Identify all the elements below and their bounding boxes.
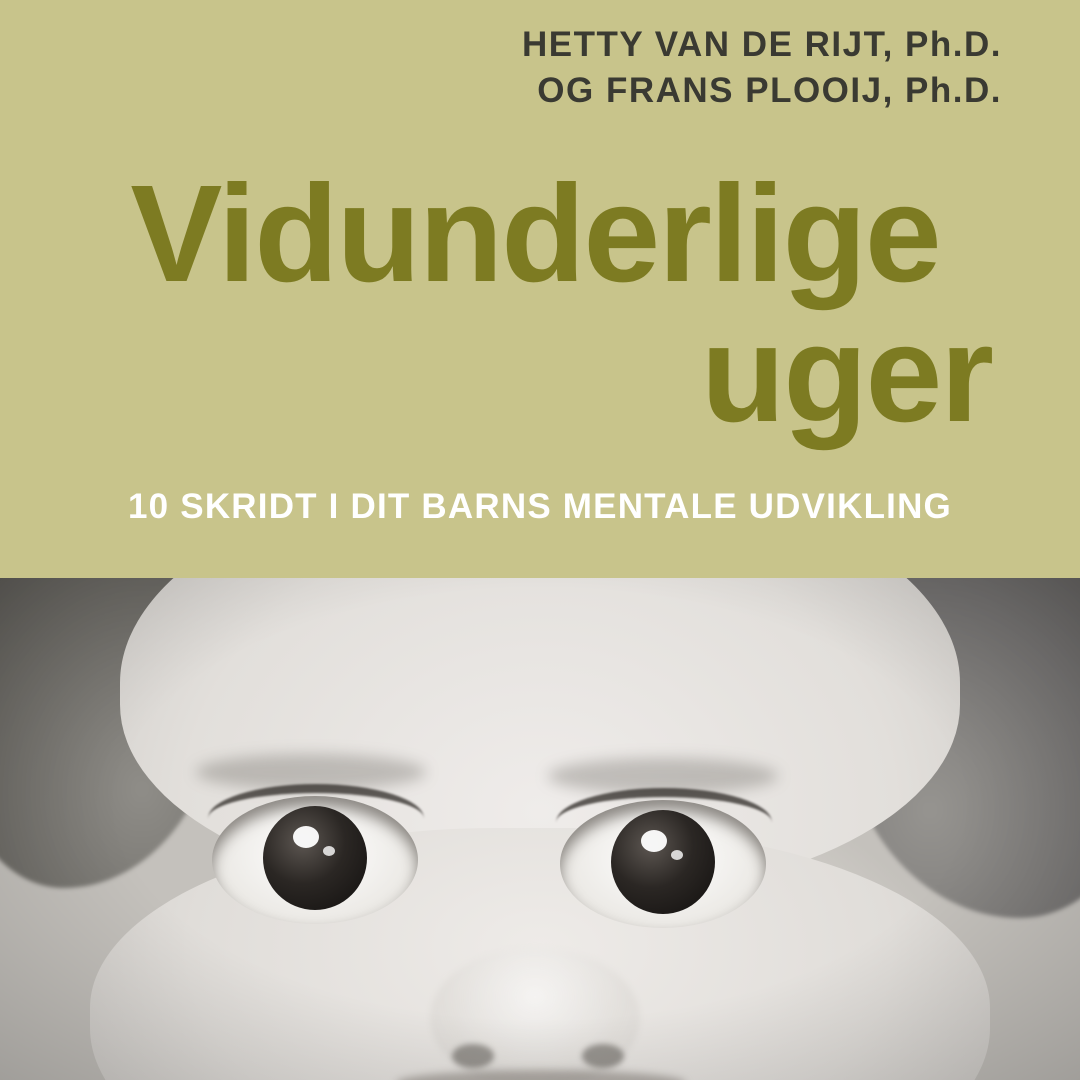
author-line-2: OG FRANS PLOOIJ, Ph.D. bbox=[537, 71, 1002, 111]
title-line-1: Vidunderlige bbox=[130, 157, 940, 311]
photo-vignette bbox=[0, 578, 1080, 1080]
authors-block bbox=[522, 22, 1002, 114]
baby-photo bbox=[0, 578, 1080, 1080]
title-line-2: uger bbox=[700, 297, 992, 452]
book-subtitle: 10 SKRIDT I DIT BARNS MENTALE UDVIKLING bbox=[128, 487, 952, 526]
author-line-1: HETTY VAN DE RIJT, Ph.D. bbox=[521, 25, 1002, 64]
photo-backdrop bbox=[0, 578, 1080, 1080]
book-title bbox=[0, 157, 1080, 452]
